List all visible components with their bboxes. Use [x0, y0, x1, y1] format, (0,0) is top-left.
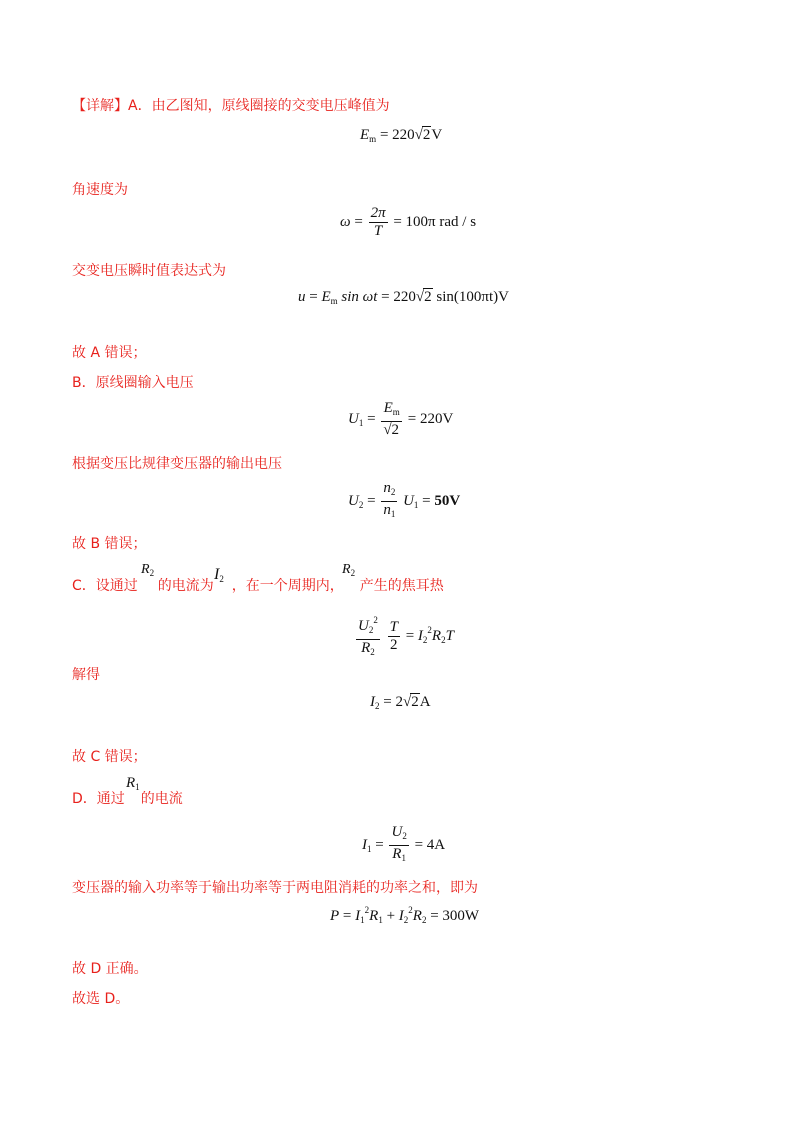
answer-line: 故选 D。: [72, 991, 130, 1007]
u-root: 2: [424, 289, 432, 305]
i2-root: 2: [411, 694, 419, 710]
u1-value: 220V: [420, 410, 454, 427]
u-sin: sin ωt: [341, 289, 378, 305]
em-unit: V: [431, 127, 443, 143]
omega-denominator: T: [373, 223, 383, 239]
power-line: 变压器的输入功率等于输出功率等于两电阻消耗的功率之和，即为: [72, 880, 478, 896]
joule-denominator: 2: [390, 637, 398, 653]
intro-line: [72, 97, 390, 115]
instant-expression-line: 交变电压瞬时值表达式为: [72, 263, 226, 279]
inline-i2: $I_2$: [214, 566, 224, 584]
power-value: 300W: [442, 908, 480, 924]
omega-numerator: 2π: [370, 205, 386, 221]
c-part2: 的电流为: [157, 578, 214, 594]
omega-value: 100π rad / s: [405, 213, 477, 230]
em-value: 220: [392, 127, 415, 143]
equation-u2: $U_2$ = $\frac{n_2}{n_1}$ $U_1 = 50V$: [348, 480, 461, 519]
i2-value: 2: [395, 694, 403, 710]
equation-power: $P = I_1^2R_1 + I_2^2R_2 = 300W$: [330, 905, 480, 925]
equation-u1: $U_1$ = $\frac{E_m}{√2}$ = 220V: [348, 400, 454, 438]
equation-omega: ω = $\frac{2\pi}{T}$ = 100π rad / s: [340, 205, 477, 239]
d-line: [72, 790, 183, 808]
intro-text: A．由乙图知，原线圈接的交变电压峰值为: [128, 98, 390, 114]
c-part4: 产生的焦耳热: [359, 578, 444, 594]
equation-i1: $I_1$ = $\frac{U_2}{R_1}$ = 4A: [362, 824, 446, 863]
u-tail: sin(100πt)V: [436, 289, 509, 305]
em-root: 2: [422, 127, 431, 143]
solve-line: 解得: [72, 667, 100, 683]
inline-r1: $R_1$: [126, 775, 140, 792]
c-part3: ，在一个周期内，: [231, 578, 344, 594]
inline-r2-second: $R_2$: [342, 562, 356, 578]
angular-speed-line: 角速度为: [72, 182, 128, 198]
i2-unit: A: [419, 694, 431, 710]
d-part1: D．通过: [72, 791, 125, 807]
b-ratio-line: 根据变压比规律变压器的输出电压: [72, 456, 282, 472]
detail-heading: 【详解】: [72, 98, 128, 114]
a-wrong-line: 故 A 错误；: [72, 345, 147, 361]
u-value: 220: [393, 289, 416, 305]
c-part1: C．设通过: [72, 578, 138, 594]
equation-em: $E_m = 220√2V$: [360, 127, 443, 144]
c-wrong-line: 故 C 错误；: [72, 749, 147, 765]
b-input-line: B．原线圈输入电压: [72, 375, 194, 391]
c-line: [72, 577, 444, 595]
inline-r2-first: $R_2$: [141, 562, 155, 578]
b-wrong-line: 故 B 错误；: [72, 536, 147, 552]
d-part2: 的电流: [140, 791, 183, 807]
i1-value: 4A: [426, 836, 446, 853]
equation-i2: $I_2 = 2√2A$: [370, 694, 431, 711]
d-correct-line: 故 D 正确。: [72, 961, 148, 977]
equation-instant: $u = E_m$ sin ωt = 220√2 sin(100πt)V: [298, 289, 509, 306]
u2-value: 50V: [434, 492, 461, 509]
equation-joule: $\frac{U_2^2}{R_2}$ $\frac{T}{2}$ = $I_2^2R_2T$: [354, 612, 454, 661]
